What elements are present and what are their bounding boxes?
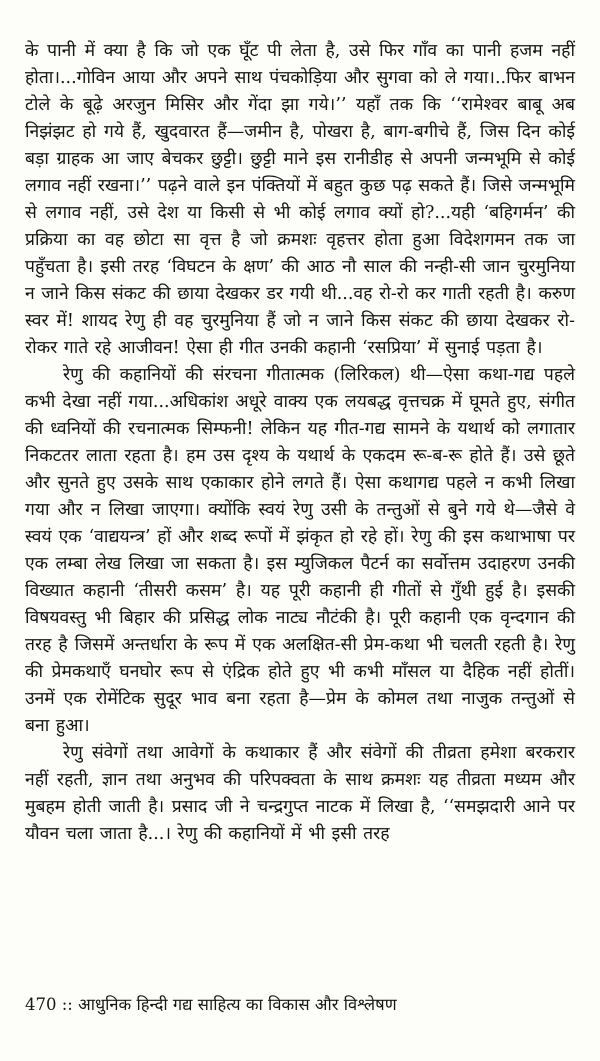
- paragraph-3: रेणु संवेगों तथा आवेगों के कथाकार हैं और संवेगों की तीव्रता हमेशा बरकरार नहीं रहती, ज्ञान तथा अनुभव की परिपक्वता के साथ क्रमशः यह तीव्रता मध्यम और मुबहम होती जाती है। प्रसाद जी ने चन्द्रगुप्त नाटक में लिखा है, ‘‘समझदारी आने पर यौवन चला जाता है...। रेणु की कहानियों में भी इसी तरह: [25, 743, 575, 844]
- body-text: [25, 38, 575, 848]
- paragraph-2: रेणु की कहानियों की संरचना गीतात्मक (लिरिकल) थी—ऐसा कथा-गद्य पहले कभी देखा नहीं गया...अधिकांश अधूरे वाक्य एक लयबद्ध वृत्तचक्र में घूमते हुए, संगीत की ध्वनियों की रचनात्मक सिम्फनी! लेकिन यह गीत-गद्य सामने के यथार्थ को लगातार निकटतर लाता रहता है। हम उस दृश्य के यथार्थ के एकदम रू-ब-रू होते हैं। उसे छूते और सुनते हुए उसके साथ एकाकार होने लगते हैं। ऐसा कथागद्य पहले न कभी लिखा गया और न लिखा जाएगा। क्योंकि स्वयं रेणु उसी के तन्तुओं से बुने गये थे—जैसे वे स्वयं एक ‘वाद्ययन्त्र’ हों और शब्द रूपों में झंकृत हो रहे हों। रेणु की इस कथाभाषा पर एक लम्बा लेख लिखा जा सकता है। इस म्युजिकल पैटर्न का सर्वोत्तम उदाहरण उनकी विख्यात कहानी ‘तीसरी कसम’ है। यह पूरी कहानी ही गीतों से गुँथी हुई है। इसकी विषयवस्तु भी बिहार की प्रसिद्ध लोक नाट्य नौटंकी है। पूरी कहानी एक वृन्दगान की तरह है जिसमें अन्तर्धारा के रूप में एक अलक्षित-सी प्रेम-कथा भी चलती रहती है। रेणु की प्रेमकथाएँ घनघोर रूप से एंद्रिक होते हुए भी कभी माँसल या दैहिक नहीं होतीं। उनमें एक रोमेंटिक सुदूर भाव बना रहता है—प्रेम के कोमल तथा नाजुक तन्तुओं से बना हुआ।: [25, 365, 575, 736]
- page-number-and-book-title: 470 :: आधुनिक हिन्दी गद्य साहित्य का विकास और विश्लेषण: [25, 995, 397, 1014]
- paragraph-1: के पानी में क्या है कि जो एक घूँट पी लेता है, उसे फिर गाँव का पानी हजम नहीं होता।...गोविन आया और अपने साथ पंचकोड़िया और सुगवा को ले गया।..फिर बाभन टोले के बूढ़े अरजुन मिसिर और गेंदा झा गये।’’ यहाँ तक कि ‘‘रामेश्वर बाबू अब निझंझट हो गये हैं, खुदवारत हैं—जमीन है, पोखरा है, बाग-बगीचे हैं, जिस दिन कोई बड़ा ग्राहक आ जाए बेचकर छुट्टी। छुट्टी माने इस रानीडीह से अपनी जन्मभूमि से कोई लगाव नहीं रखना।’’ पढ़ने वाले इन पंक्तियों में बहुत कुछ पढ़ सकते हैं। जिसे जन्मभूमि से लगाव नहीं, उसे देश या किसी से भी कोई लगाव क्यों हो?...यही ‘बहिगर्मन’ की प्रक्रिया का वह छोटा सा वृत्त है जो क्रमशः वृहत्तर होता हुआ विदेशगमन तक जा पहुँचता है। इसी तरह ‘विघटन के क्षण’ की आठ नौ साल की नन्ही-सी जान चुरमुनिया न जाने किस संकट की छाया देखकर डर गयी थी...वह रो-रो कर गाती रहती है। करुण स्वर में! शायद रेणु ही वह चुरमुनिया हैं जो न जाने किस संकट की छाया देखकर रो-रोकर गाते रहे आजीवन! ऐसा ही गीत उनकी कहानी ‘रसप्रिया’ में सुनाई पड़ता है।: [25, 41, 575, 358]
- page-footer: [25, 993, 575, 1017]
